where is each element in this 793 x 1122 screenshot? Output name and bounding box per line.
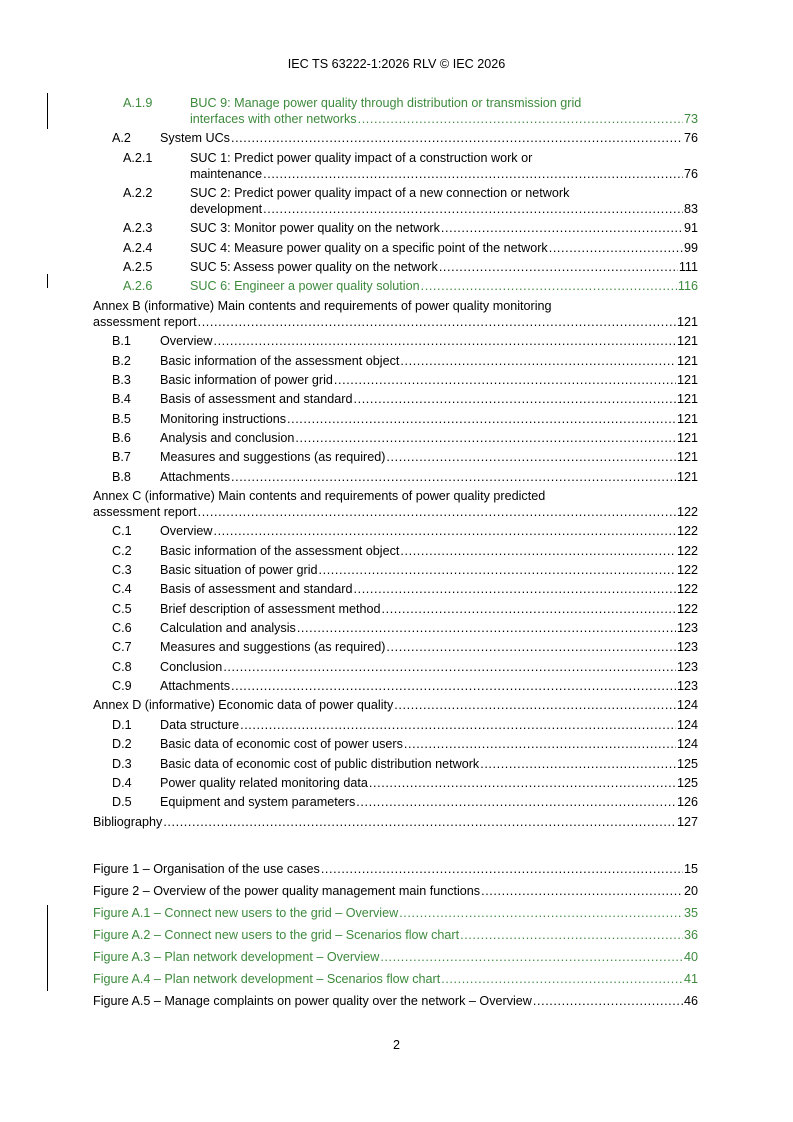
toc-entry[interactable] (190, 219, 698, 237)
leader-dots (295, 429, 676, 447)
change-bar (47, 274, 48, 288)
toc-entry-number: B.3 (112, 372, 131, 387)
toc-entry-number: A.2.5 (123, 260, 153, 275)
toc-entry[interactable] (160, 371, 698, 389)
toc-entry-page: 121 (676, 469, 698, 484)
figure-entry[interactable] (93, 948, 698, 966)
toc-entry-title: Basic information of the assessment object (160, 353, 400, 368)
toc-entry[interactable] (160, 410, 698, 428)
toc-entry-title: Monitoring instructions (160, 411, 286, 426)
toc-entry-page: 123 (676, 659, 698, 674)
toc-entry-title: Overview (160, 524, 213, 539)
toc-entry-page: 83 (683, 202, 698, 217)
toc-entry-number: D.2 (112, 737, 132, 752)
toc-entry-page: 76 (683, 166, 698, 181)
figure-entry-title: Figure A.4 – Plan network development – Scenarios flow chart (93, 972, 441, 986)
leader-dots (533, 992, 683, 1010)
toc-entry[interactable] (160, 716, 698, 734)
toc-entry[interactable] (160, 542, 698, 560)
toc-entry[interactable] (160, 352, 698, 370)
toc-entry-title: maintenance (190, 166, 263, 181)
leader-dots (439, 258, 678, 276)
toc-entry-number: B.1 (112, 334, 131, 349)
toc-entry-page: 125 (676, 756, 698, 771)
page-header: IEC TS 63222-1:2026 RLV © IEC 2026 (287, 57, 506, 71)
toc-entry-page: 123 (676, 640, 698, 655)
toc-entry-title: Data structure (160, 717, 240, 732)
leader-dots (287, 410, 676, 428)
toc-entry-page: 124 (676, 737, 698, 752)
leader-dots (394, 696, 676, 714)
figure-entry-title: Figure 1 – Organisation of the use cases (93, 862, 320, 876)
leader-dots (481, 882, 683, 900)
toc-entry-title: SUC 5: Assess power quality on the network (190, 260, 438, 275)
toc-entry-number: B.6 (112, 430, 131, 445)
leader-dots (213, 522, 676, 540)
leader-dots (400, 542, 676, 560)
toc-entry-number: D.4 (112, 775, 132, 790)
toc-entry-page: 123 (676, 679, 698, 694)
toc-entry[interactable] (160, 658, 698, 676)
toc-entry-number: B.5 (112, 411, 131, 426)
toc-entry-page: 121 (676, 430, 698, 445)
figure-entry-page: 46 (683, 994, 698, 1008)
toc-entry-page: 121 (676, 372, 698, 387)
figure-entry-title: Figure A.5 – Manage complaints on power quality over the network – Overview (93, 994, 532, 1008)
leader-dots (263, 165, 683, 183)
toc-entry-number: A.2.2 (123, 186, 153, 201)
toc-entry-page: 127 (676, 814, 698, 829)
toc-entry-page: 111 (678, 260, 698, 275)
toc-entry-number: D.5 (112, 795, 132, 810)
figure-entry[interactable] (93, 926, 698, 944)
toc-entry-page: 122 (676, 601, 698, 616)
leader-dots (369, 774, 676, 792)
leader-dots (240, 716, 676, 734)
leader-dots (354, 390, 676, 408)
toc-entry-title: Basic data of economic cost of public distribution network (160, 756, 480, 771)
toc-entry-title: Equipment and system parameters (160, 795, 356, 810)
toc-entry-title: Basic information of power grid (160, 372, 333, 387)
toc-entry-page: 122 (676, 563, 698, 577)
toc-entry-number: B.4 (112, 392, 131, 407)
leader-dots (549, 239, 683, 257)
toc-entry-title: Basic information of the assessment object (160, 543, 400, 558)
toc-entry-page: 121 (676, 353, 698, 368)
toc-entry[interactable] (190, 200, 698, 218)
leader-dots (319, 561, 676, 579)
figure-entry-page: 40 (683, 950, 698, 964)
toc-entry-page: 116 (677, 279, 698, 294)
leader-dots (198, 503, 676, 521)
toc-entry-page: 124 (676, 717, 698, 732)
toc-entry-number: A.2.6 (123, 279, 153, 294)
figure-entry[interactable] (93, 904, 698, 922)
toc-entry[interactable] (160, 522, 698, 540)
leader-dots (421, 277, 677, 295)
figure-entry-title: Figure A.1 – Connect new users to the grid – Overview (93, 906, 399, 920)
toc-entry-page: 125 (676, 775, 698, 790)
toc-entry-title-line1: SUC 1: Predict power quality impact of a construction work or (190, 150, 533, 165)
leader-dots (163, 813, 676, 831)
toc-entry-title-line1: SUC 2: Predict power quality impact of a new connection or network (190, 186, 570, 201)
toc-entry[interactable] (160, 468, 698, 486)
toc-entry[interactable] (160, 390, 698, 408)
toc-entry[interactable] (93, 813, 698, 831)
toc-entry[interactable] (160, 677, 698, 695)
toc-entry[interactable] (190, 258, 698, 276)
toc-entry-title: interfaces with other networks (190, 112, 357, 126)
toc-entry-title-line1: BUC 9: Manage power quality through distribution or transmission grid (190, 96, 582, 110)
leader-dots (380, 948, 683, 966)
toc-entry[interactable] (160, 580, 698, 598)
toc-entry-title: Overview (160, 334, 213, 349)
toc-entry-title: Basic situation of power grid (160, 563, 318, 577)
leader-dots (231, 468, 676, 486)
figure-entry-page: 36 (683, 928, 698, 942)
toc-entry-number: C.6 (112, 621, 132, 636)
toc-entry-number: C.1 (112, 524, 132, 539)
leader-dots (263, 200, 683, 218)
toc-entry-page: 121 (676, 314, 698, 329)
toc-entry[interactable] (190, 239, 698, 257)
toc-entry-page: 122 (676, 524, 698, 539)
toc-entry-title-line1: Annex B (informative) Main contents and requirements of power quality monitoring (93, 298, 552, 313)
toc-entry-title: Calculation and analysis (160, 621, 296, 636)
figure-entry[interactable] (93, 860, 698, 878)
figure-entry-title: Figure A.2 – Connect new users to the grid – Scenarios flow chart (93, 928, 460, 942)
leader-dots (213, 332, 676, 350)
toc-entry-page: 122 (676, 582, 698, 597)
toc-entry[interactable] (160, 600, 698, 618)
toc-entry-page: 121 (676, 411, 698, 426)
leader-dots (354, 580, 676, 598)
toc-entry[interactable] (160, 735, 698, 753)
leader-dots (297, 619, 676, 637)
toc-entry-number: C.9 (112, 679, 132, 694)
toc-entry-number: C.8 (112, 659, 132, 674)
toc-entry-page: 91 (683, 221, 698, 236)
toc-entry-page: 121 (676, 392, 698, 407)
toc-entry-title: assessment report (93, 504, 197, 519)
toc-entry-number: C.2 (112, 543, 132, 558)
toc-entry-title: Basis of assessment and standard (160, 392, 353, 407)
leader-dots (386, 638, 676, 656)
toc-entry[interactable] (190, 165, 698, 183)
leader-dots (480, 755, 676, 773)
toc-entry-title: Measures and suggestions (as required) (160, 640, 386, 655)
leader-dots (231, 677, 676, 695)
figure-entry[interactable] (93, 970, 698, 988)
toc-entry-title: SUC 4: Measure power quality on a specific point of the network (190, 240, 548, 255)
toc-entry[interactable] (160, 129, 698, 147)
figure-entry[interactable] (93, 992, 698, 1010)
change-bar (47, 905, 48, 991)
toc-entry-page: 122 (676, 543, 698, 558)
toc-entry-title-line1: Annex C (informative) Main contents and requirements of power quality predicted (93, 488, 546, 503)
toc-entry[interactable] (93, 503, 698, 521)
toc-entry-number: A.2.1 (123, 150, 153, 165)
toc-entry-title: Measures and suggestions (as required) (160, 450, 386, 465)
toc-entry[interactable] (93, 313, 698, 331)
toc-entry[interactable] (190, 110, 698, 128)
toc-entry[interactable] (190, 277, 698, 295)
leader-dots (198, 313, 676, 331)
toc-entry[interactable] (160, 561, 698, 579)
toc-entry-title: SUC 6: Engineer a power quality solution (190, 279, 420, 294)
toc-entry[interactable] (160, 619, 698, 637)
toc-entry-title: Basic data of economic cost of power users (160, 737, 403, 752)
toc-entry-number: C.7 (112, 640, 132, 655)
toc-entry[interactable] (160, 332, 698, 350)
leader-dots (223, 658, 676, 676)
toc-entry-title: System UCs (160, 131, 230, 146)
toc-entry-title: Annex D (informative) Economic data of power quality (93, 698, 394, 713)
leader-dots (382, 600, 676, 618)
leader-dots (356, 793, 676, 811)
toc-entry[interactable] (93, 696, 698, 714)
toc-entry-page: 121 (676, 334, 698, 349)
leader-dots (441, 970, 683, 988)
toc-entry-number: A.2.3 (123, 221, 153, 236)
toc-entry-title: Conclusion (160, 659, 223, 674)
toc-entry-number: B.2 (112, 353, 131, 368)
leader-dots (386, 448, 676, 466)
leader-dots (358, 110, 683, 128)
toc-entry-title: Basis of assessment and standard (160, 582, 353, 597)
toc-entry-page: 73 (683, 112, 698, 126)
toc-entry-title: Bibliography (93, 814, 163, 829)
leader-dots (400, 352, 676, 370)
figure-entry-page: 20 (683, 884, 698, 898)
toc-entry-page: 124 (676, 698, 698, 713)
toc-entry[interactable] (160, 429, 698, 447)
leader-dots (460, 926, 683, 944)
leader-dots (334, 371, 676, 389)
toc-entry-number: C.5 (112, 601, 132, 616)
toc-entry-title: Power quality related monitoring data (160, 775, 368, 790)
figure-entry-page: 35 (683, 906, 698, 920)
toc-entry-title: assessment report (93, 314, 197, 329)
leader-dots (321, 860, 683, 878)
figure-entry-title: Figure 2 – Overview of the power quality management main functions (93, 884, 481, 898)
toc-entry[interactable] (160, 638, 698, 656)
toc-entry-number: D.1 (112, 717, 132, 732)
toc-entry-page: 121 (676, 450, 698, 465)
toc-entry-number: C.3 (112, 563, 132, 577)
toc-entry-number: B.7 (112, 450, 131, 465)
toc-entry[interactable] (160, 774, 698, 792)
leader-dots (404, 735, 676, 753)
toc-entry-page: 122 (676, 504, 698, 519)
figure-entry-page: 41 (683, 972, 698, 986)
leader-dots (441, 219, 683, 237)
toc-entry-title: Attachments (160, 469, 230, 484)
toc-entry[interactable] (160, 448, 698, 466)
toc-entry-number: A.1.9 (123, 96, 153, 110)
toc-entry-number: D.3 (112, 756, 132, 771)
change-bar (47, 93, 48, 129)
toc-entry-title: Analysis and conclusion (160, 430, 295, 445)
leader-dots (399, 904, 683, 922)
toc-entry-page: 126 (676, 795, 698, 810)
toc-entry[interactable] (160, 755, 698, 773)
toc-entry-number: A.2.4 (123, 240, 153, 255)
toc-entry-title: development (190, 202, 263, 217)
toc-entry-page: 76 (683, 131, 698, 146)
toc-entry-page: 123 (676, 621, 698, 636)
page-number: 2 (392, 1038, 400, 1052)
toc-entry-title: Brief description of assessment method (160, 601, 381, 616)
toc-entry-title: Attachments (160, 679, 230, 694)
toc-entry-number: A.2 (112, 131, 131, 146)
figure-entry-title: Figure A.3 – Plan network development – Overview (93, 950, 380, 964)
figure-entry[interactable] (93, 882, 698, 900)
toc-entry[interactable] (160, 793, 698, 811)
toc-entry-page: 99 (683, 240, 698, 255)
leader-dots (231, 129, 683, 147)
figure-entry-page: 15 (683, 862, 698, 876)
toc-entry-number: C.4 (112, 582, 132, 597)
toc-entry-title: SUC 3: Monitor power quality on the network (190, 221, 440, 236)
toc-entry-number: B.8 (112, 469, 131, 484)
